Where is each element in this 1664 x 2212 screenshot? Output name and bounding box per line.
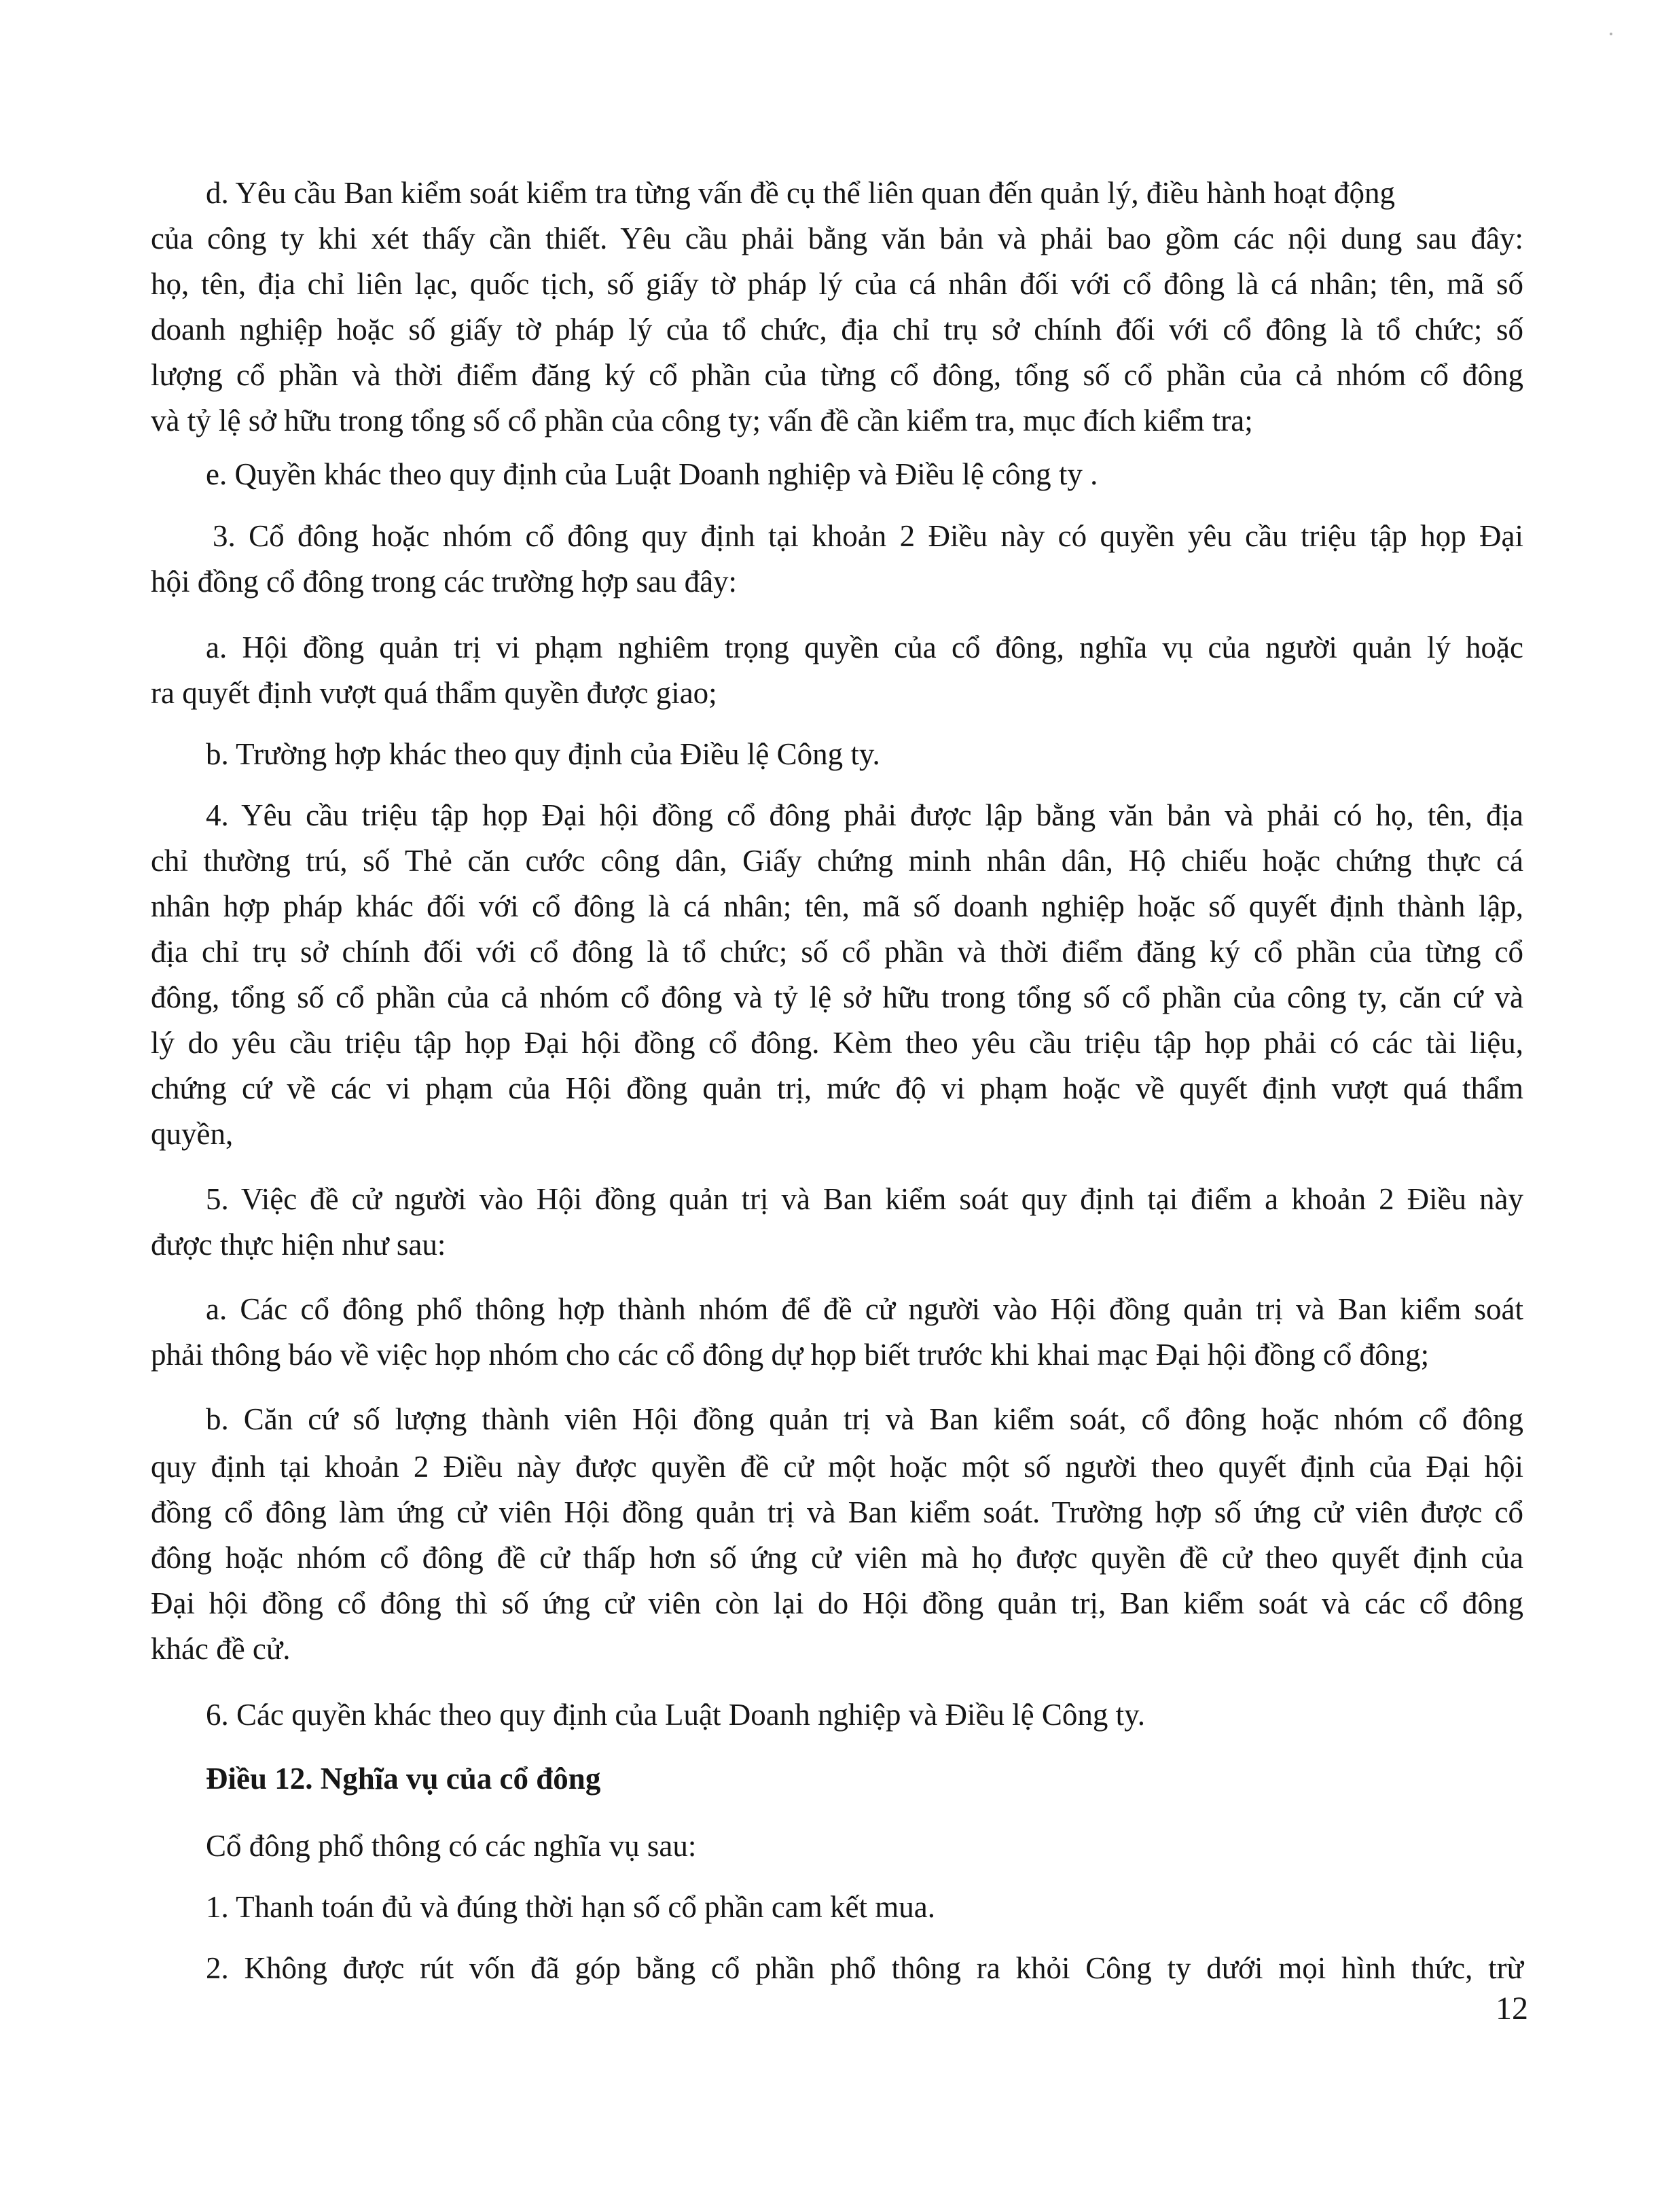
text-line: doanh nghiệp hoặc số giấy tờ pháp lý của tổ chức, địa chỉ trụ sở chính đối với cổ đông là tổ chức; số [151, 313, 1523, 346]
text-line: họ, tên, địa chỉ liên lạc, quốc tịch, số giấy tờ pháp lý của cá nhân đối với cổ đông là cá nhân; tên, mã số [151, 267, 1523, 301]
text-line: d. Yêu cầu Ban kiểm soát kiểm tra từng vấn đề cụ thể liên quan đến quản lý, điều hành hoạt động [206, 176, 1396, 210]
text-line: a. Hội đồng quản trị vi phạm nghiêm trọng quyền của cổ đông, nghĩa vụ của người quản lý hoặc [206, 630, 1523, 664]
text-line: b. Căn cứ số lượng thành viên Hội đồng quản trị và Ban kiểm soát, cổ đông hoặc nhóm cổ đông [206, 1402, 1523, 1436]
text-line: đồng cổ đông làm ứng cử viên Hội đồng quản trị và Ban kiểm soát. Trường hợp số ứng cử viên được cổ [151, 1495, 1523, 1529]
text-line: chứng cứ về các vi phạm của Hội đồng quản trị, mức độ vi phạm hoặc về quyết định vượt quá thẩm [151, 1071, 1523, 1105]
text-line: b. Trường hợp khác theo quy định của Điều lệ Công ty. [206, 737, 880, 771]
text-line: Cổ đông phổ thông có các nghĩa vụ sau: [206, 1829, 697, 1863]
text-line: quyền, [151, 1117, 234, 1151]
text-line: đông hoặc nhóm cổ đông đề cử thấp hơn số ứng cử viên mà họ được quyền đề cử theo quyết định của [151, 1541, 1523, 1575]
text-line: được thực hiện như sau: [151, 1228, 446, 1262]
text-line: đông, tổng số cổ phần của cả nhóm cổ đông và tỷ lệ sở hữu trong tổng số cổ phần của công ty, căn cứ và [151, 980, 1523, 1014]
text-line: nhân hợp pháp khác đối với cổ đông là cá nhân; tên, mã số doanh nghiệp hoặc số quyết định thành lập, [151, 889, 1523, 923]
text-line: của công ty khi xét thấy cần thiết. Yêu cầu phải bằng văn bản và phải bao gồm các nội dung sau đây: [151, 221, 1523, 255]
scan-speck [1610, 33, 1612, 35]
text-line: phải thông báo về việc họp nhóm cho các cổ đông dự họp biết trước khi khai mạc Đại hội đồng cổ đông; [151, 1338, 1430, 1372]
text-line: Đại hội đồng cổ đông thì số ứng cử viên còn lại do Hội đồng quản trị, Ban kiểm soát và các cổ đông [151, 1586, 1523, 1620]
text-line: địa chỉ trụ sở chính đối với cổ đông là tổ chức; số cổ phần và thời điểm đăng ký cổ phần của từng cổ [151, 935, 1523, 969]
text-line: 4. Yêu cầu triệu tập họp Đại hội đồng cổ đông phải được lập bằng văn bản và phải có họ, tên, địa [206, 798, 1523, 832]
text-line: khác đề cử. [151, 1632, 291, 1666]
text-line: lượng cổ phần và thời điểm đăng ký cổ phần của từng cổ đông, tổng số cổ phần của cả nhóm cổ đông [151, 358, 1523, 392]
text-line: e. Quyền khác theo quy định của Luật Doanh nghiệp và Điều lệ công ty . [206, 457, 1098, 491]
text-line: 6. Các quyền khác theo quy định của Luật Doanh nghiệp và Điều lệ Công ty. [206, 1698, 1145, 1732]
text-line: lý do yêu cầu triệu tập họp Đại hội đồng cổ đông. Kèm theo yêu cầu triệu tập họp phải có các tài liệu, [151, 1026, 1523, 1060]
text-line: và tỷ lệ sở hữu trong tổng số cổ phần của công ty; vấn đề cần kiểm tra, mục đích kiểm tra; [151, 404, 1253, 438]
text-line: 1. Thanh toán đủ và đúng thời hạn số cổ phần cam kết mua. [206, 1890, 935, 1924]
page-number: 12 [1496, 1991, 1528, 2027]
text-line: 5. Việc đề cử người vào Hội đồng quản trị và Ban kiểm soát quy định tại điểm a khoản 2 Điều này [206, 1182, 1523, 1216]
text-line: a. Các cổ đông phổ thông hợp thành nhóm để đề cử người vào Hội đồng quản trị và Ban kiểm soát [206, 1292, 1523, 1326]
text-line: chỉ thường trú, số Thẻ căn cước công dân, Giấy chứng minh nhân dân, Hộ chiếu hoặc chứng thực cá [151, 844, 1523, 878]
text-line: quy định tại khoản 2 Điều này được quyền đề cử một hoặc một số người theo quyết định của Đại hội [151, 1450, 1523, 1484]
text-line: ra quyết định vượt quá thẩm quyền được giao; [151, 676, 717, 710]
text-line: 2. Không được rút vốn đã góp bằng cổ phần phổ thông ra khỏi Công ty dưới mọi hình thức, trừ [206, 1951, 1523, 1985]
text-line: 3. Cổ đông hoặc nhóm cổ đông quy định tại khoản 2 Điều này có quyền yêu cầu triệu tập họp Đại [213, 519, 1523, 553]
text-line: hội đồng cổ đông trong các trường hợp sau đây: [151, 565, 738, 599]
article-heading: Điều 12. Nghĩa vụ của cổ đông [206, 1762, 601, 1796]
